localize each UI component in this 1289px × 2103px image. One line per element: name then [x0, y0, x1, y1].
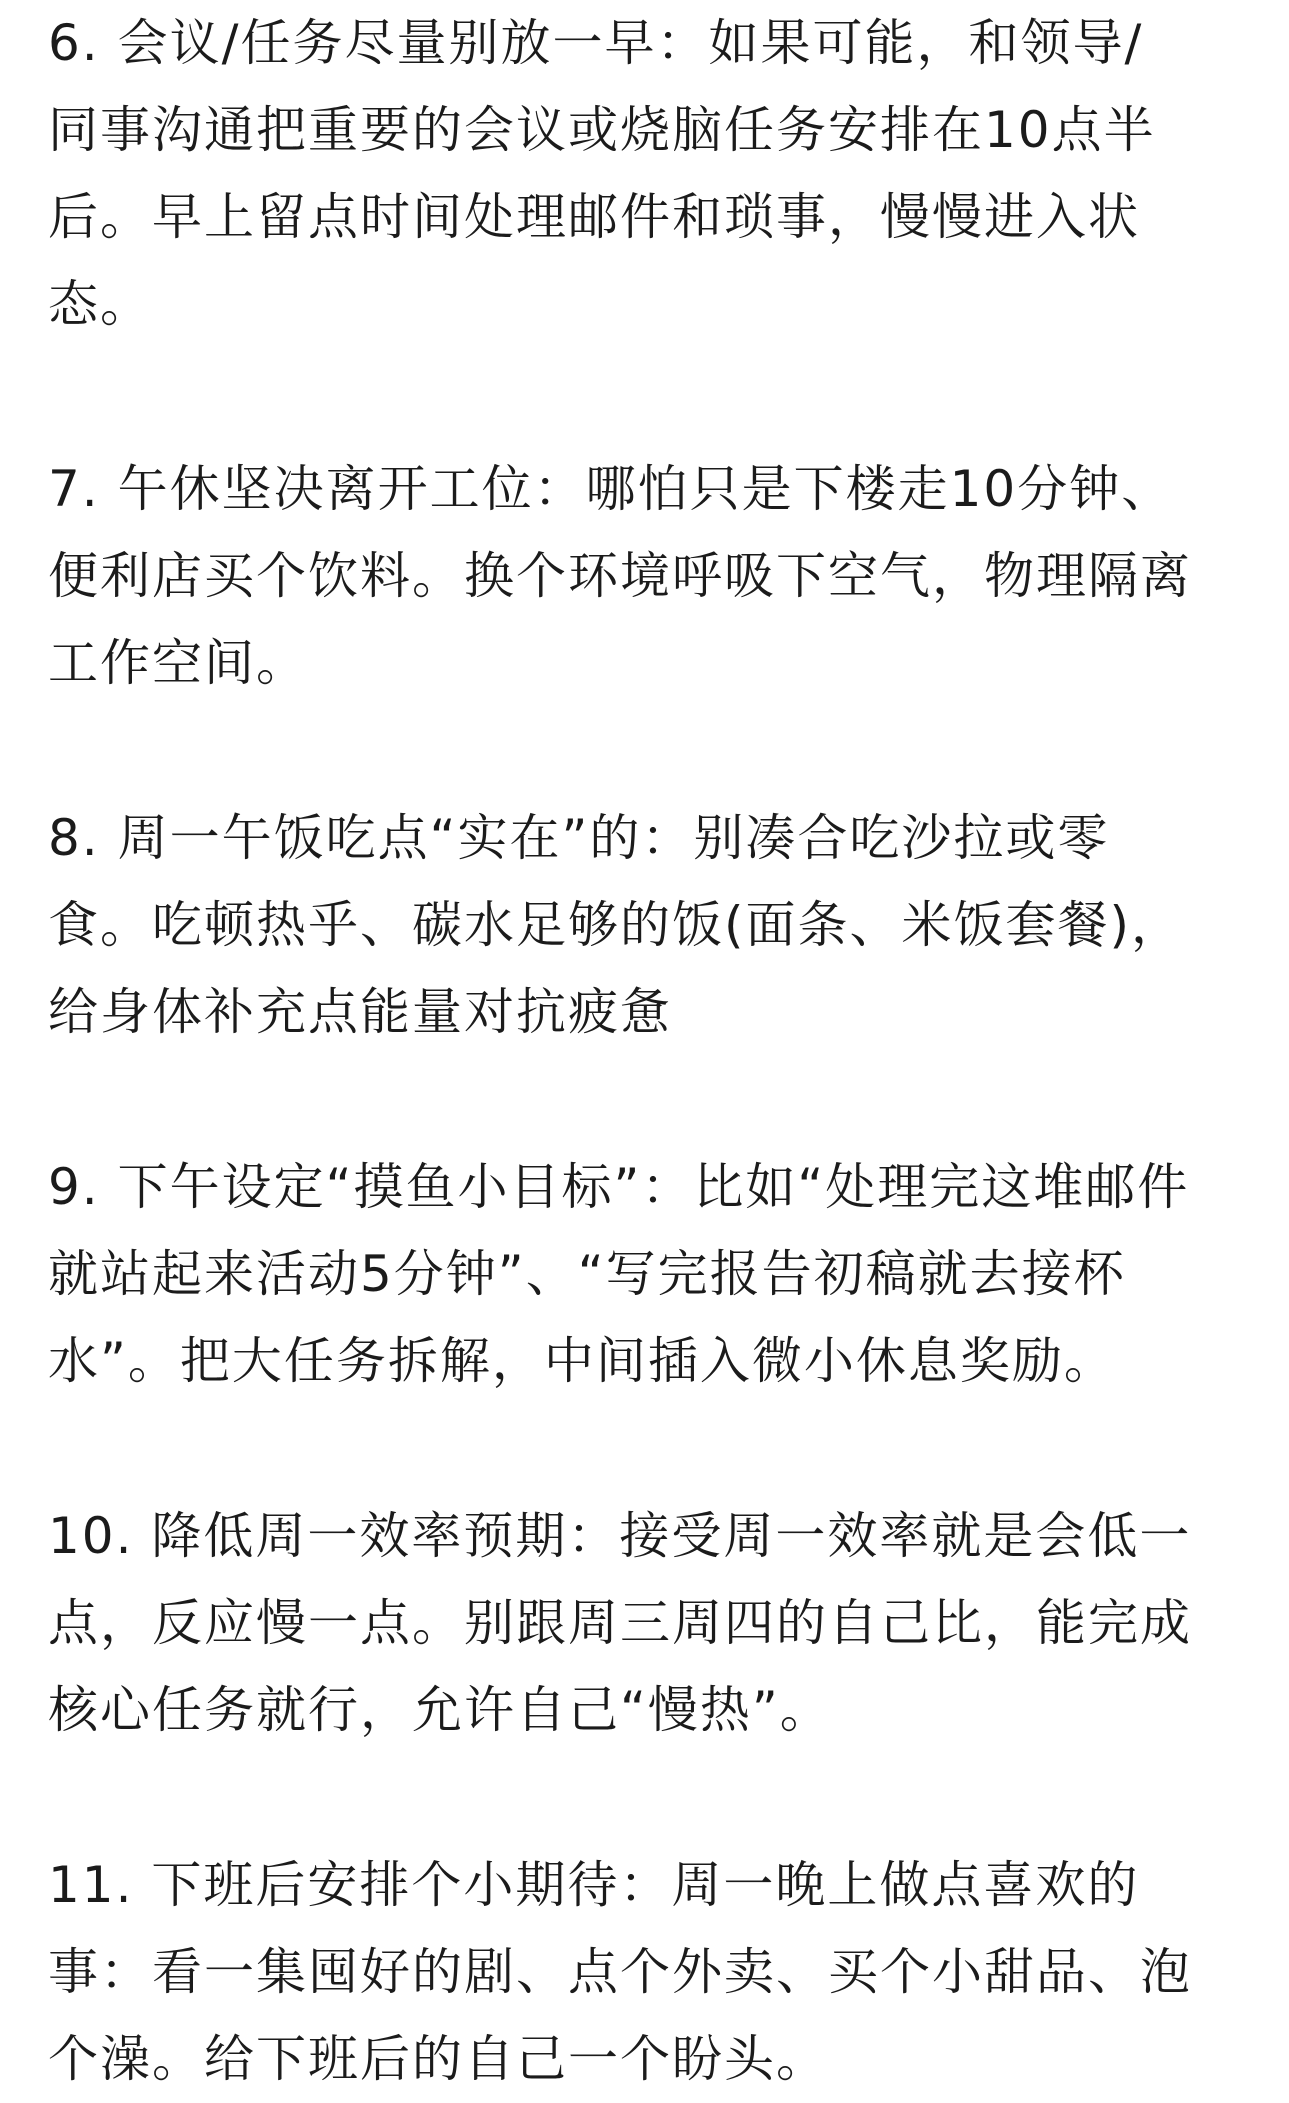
- tip-text-line: 个澡。给下班后的自己一个盼头。: [48, 2030, 828, 2088]
- tip-text-line: 10. 降低周一效率预期：接受周一效率就是会低一: [48, 1507, 1192, 1565]
- tip-text-line: 水”。把大任务拆解，中间插入微小休息奖励。: [48, 1332, 1116, 1390]
- tip-item-7: [48, 446, 1248, 707]
- tip-text-line: 事：看一集囤好的剧、点个外卖、买个小甜品、泡: [48, 1943, 1192, 2001]
- tip-text-line: 11. 下班后安排个小期待：周一晚上做点喜欢的: [48, 1856, 1140, 1914]
- tip-text-line: 6. 会议/任务尽量别放一早：如果可能，和领导/: [48, 14, 1144, 72]
- tip-text-line: 工作空间。: [48, 634, 308, 692]
- tip-text-line: 8. 周一午饭吃点“实在”的：别凑合吃沙拉或零: [48, 809, 1110, 867]
- tip-item-6: [48, 0, 1248, 348]
- tip-text-line: 7. 午休坚决离开工位：哪怕只是下楼走10分钟、: [48, 460, 1174, 518]
- tip-item-9: [48, 1144, 1248, 1405]
- tip-text-line: 态。: [48, 275, 152, 333]
- tip-text-line: 后。早上留点时间处理邮件和琐事，慢慢进入状: [48, 188, 1140, 246]
- tip-text-line: 便利店买个饮料。换个环境呼吸下空气，物理隔离: [48, 547, 1192, 605]
- tip-text-line: 食。吃顿热乎、碳水足够的饭(面条、米饭套餐)，: [48, 896, 1184, 954]
- tip-text-line: 点，反应慢一点。别跟周三周四的自己比，能完成: [48, 1594, 1192, 1652]
- tip-item-11: [48, 1842, 1248, 2103]
- tip-text-line: 给身体补充点能量对抗疲惫: [48, 983, 672, 1041]
- tip-item-8: [48, 795, 1248, 1056]
- tip-text-line: 9. 下午设定“摸鱼小目标”：比如“处理完这堆邮件: [48, 1158, 1190, 1216]
- tip-text-line: 核心任务就行，允许自己“慢热”。: [48, 1681, 832, 1739]
- tip-text-line: 同事沟通把重要的会议或烧脑任务安排在10点半: [48, 101, 1156, 159]
- tip-item-10: [48, 1493, 1248, 1754]
- tip-text-line: 就站起来活动5分钟”、“写完报告初稿就去接杯: [48, 1245, 1126, 1303]
